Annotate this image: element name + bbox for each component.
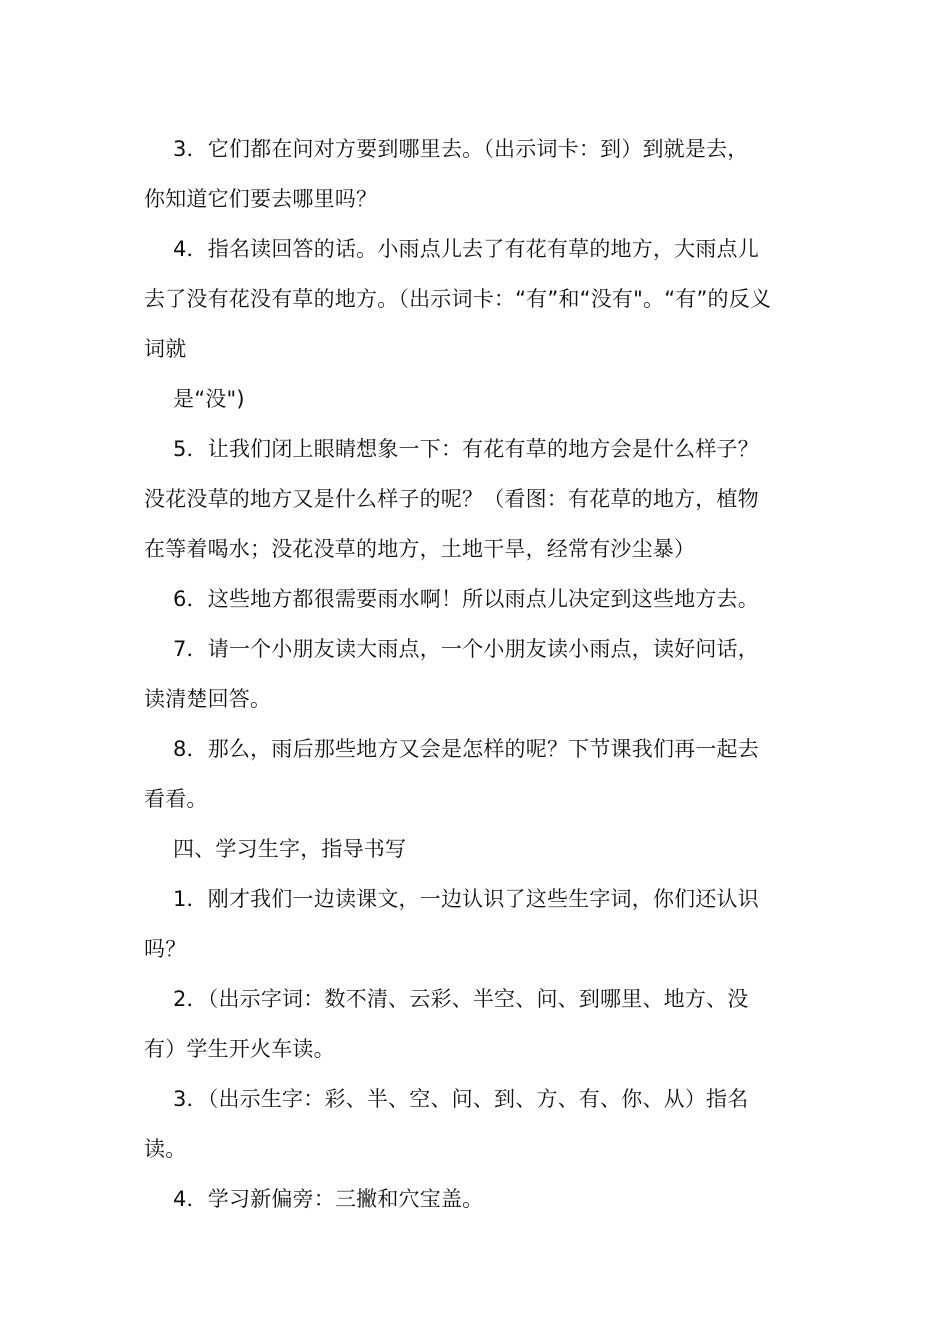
step-2-line-1: 2．（出示字词：数不清、云彩、半空、问、到哪里、地方、没 <box>173 987 749 1011</box>
paragraph-7-line-1: 7．请一个小朋友读大雨点，一个小朋友读小雨点，读好问话， <box>173 637 759 661</box>
paragraph-3-line-1: 3．它们都在问对方要到哪里去。（出示词卡：到）到就是去， <box>173 137 749 161</box>
paragraph-8-line-1: 8．那么，雨后那些地方又会是怎样的呢？下节课我们再一起去 <box>173 737 759 761</box>
paragraph-4-line-1: 4．指名读回答的话。小雨点儿去了有花有草的地方，大雨点儿 <box>173 237 759 261</box>
step-3-line-1: 3．（出示生字：彩、半、空、问、到、方、有、你、从）指名 <box>173 1087 749 1111</box>
section-heading: 四、学习生字，指导书写 <box>173 837 407 861</box>
paragraph-8-line-2: 看看。 <box>144 787 208 811</box>
step-4-line-1: 4．学习新偏旁：三撇和穴宝盖。 <box>173 1187 484 1211</box>
step-1-line-1: 1．刚才我们一边读课文，一边认识了这些生字词，你们还认识 <box>173 887 759 911</box>
paragraph-4-line-2: 去了没有花没有草的地方。（出示词卡：“有”和“没有"。“有”的反义 <box>144 287 772 311</box>
paragraph-5-line-2: 没花没草的地方又是什么样子的呢？（看图：有花草的地方，植物 <box>144 487 759 511</box>
paragraph-5-line-3: 在等着喝水；没花没草的地方，土地干旱，经常有沙尘暴） <box>144 537 696 561</box>
paragraph-4-line-4: 是“没") <box>173 387 245 411</box>
paragraph-5-line-1: 5．让我们闭上眼睛想象一下：有花有草的地方会是什么样子？ <box>173 437 759 461</box>
paragraph-4-line-3: 词就 <box>144 337 187 361</box>
paragraph-3-line-2: 你知道它们要去哪里吗？ <box>144 187 378 211</box>
paragraph-6-line-1: 6．这些地方都很需要雨水啊！所以雨点儿决定到这些地方去。 <box>173 587 759 611</box>
step-1-line-2: 吗？ <box>144 937 187 961</box>
paragraph-7-line-2: 读清楚回答。 <box>144 687 272 711</box>
step-2-line-2: 有）学生开火车读。 <box>144 1037 335 1061</box>
step-3-line-2: 读。 <box>144 1137 187 1161</box>
